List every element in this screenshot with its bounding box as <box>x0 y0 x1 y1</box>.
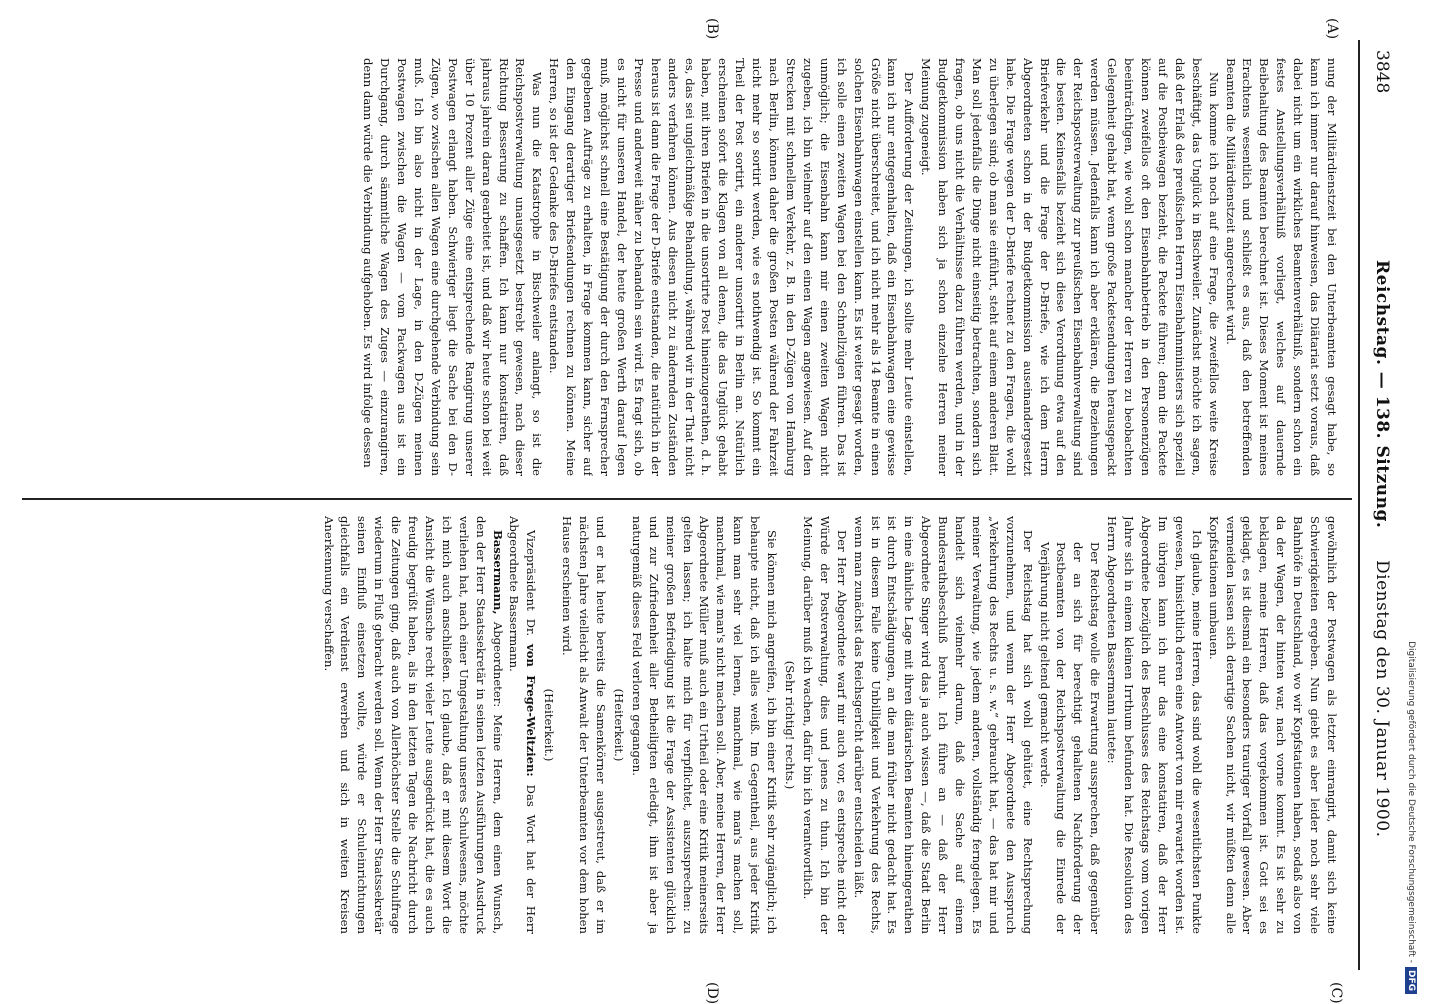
page-number: 3848 <box>1372 50 1392 94</box>
speaker-paragraph <box>506 516 540 934</box>
speaker-title: Vizepräsident Dr. <box>524 530 539 637</box>
interjection: (Sehr richtig! rechts.) <box>783 660 797 790</box>
speech-text: Abgeordneter: Meine Herren, dem einen Wunsch, den der Herr Staatssekretär in seinen letzten Ausführungen Ausdruck verliehen hat, nach einer Umgestaltung unseres Schulwesens, möchte ich mich auch anschließen. Ich glaube, daß er mit diesem Wort die Ansicht die Wünsche recht vieler Leute ausgedrückt hat, die es auch freudig begrüßt haben, als in den letzten Tagen die Nachricht durch die Zeitungen ging, daß auch von Allerhöchster Stelle die Schulfrage wiederum in Fluß gebracht werden soll. Wenn der Herr Staatssekretär seinen Einfluß einsetzen wollte, würde er Schuleinrichtungen gleichfalls ein Verdienst erwerben und sich in weiten Kreisen Anerkennung verschaffen. <box>321 516 505 934</box>
interjection: (Heiterkeit.) <box>542 688 557 762</box>
margin-mark-a: (A) <box>1324 18 1340 40</box>
paragraph: Der Reichstag hat sich wohl gehütet, eine Rechtsprechung vorzunehmen, und wenn der Herr Abgeordnete den Ausspruch „Verkehrung des Rechts u. s. w.“ gebraucht hat, — das hat mir und meiner Verwaltung, wie jedem anderen, vollständig ferngelegen. Es handelt sich vielmehr darum, daß die Sache auf einem Bundesrathsbeschluß beruht. Ich führe an — daß der Herr Abgeordnete Singer wird das ja auch wissen —, daß die Stadt Berlin in eine ähnliche Lage mit ihren diätarischen Beamten hineingerathen ist durch Entschädigungen, an die man früher nicht gedacht hat. Es ist in diesem Falle keine Unbilligkeit und Verkehrung des Rechts, wenn man zunächst das Reichsgericht darüber entscheiden läßt. <box>851 516 1035 934</box>
resolution-quote: Der Reichstag wolle die Erwartung aussprechen, daß gegenüber der an sich für berechtigt gehaltenen Nachforderung der Postbeamten von der Reichspostverwaltung die Einrede der Verjährung nicht geltend gemacht werde. <box>1037 542 1103 934</box>
paragraph: nung der Militärdienstzeit bei den Unterbeamten gesagt habe, so kann ich immer nur darauf hinweisen, das Diätariat setzt voraus, daß dabei nicht um ein wirkliches Beamtenverhältniß, sondern schon ein festes Anstellungsverhältniß vorliegt, welches auf dauernde Beibehaltung des Beamten berechnet ist. Dieses Moment ist meines Erachtens wesentlich und schließt es aus, daß den betreffenden Beamten die Militärdienstzeit angerechnet wird. <box>1223 58 1339 476</box>
header-rule <box>1359 40 1361 970</box>
paragraph: Der Herr Abgeordnete warf mir auch vor, es entspreche nicht der Würde der Postverwaltung, dies und jenes zu thun. Ich bin der Meinung, darüber muß ich wachen, dafür bin ich verantwortlich. <box>800 516 849 934</box>
paragraph: Der Aufforderung der Zeitungen, ich sollte mehr Leute einstellen, kann ich nur entgegenhalten, daß ein Eisenbahnwagen eine gewisse Größe nicht überschreitet, und ich nicht mehr als 14 Beamte in einen solchen Eisenbahnwagen einstellen kann. Es ist weiter gesagt worden, ich solle einen zweiten Wagen bei den Schnellzügen führen. Das ist unmöglich; die Eisenbahn kann mir einen zweiten Wagen nicht zugeben, ich bin vielmehr auf den einen Wagen angewiesen. Auf den Strecken mit schnellem Verkehr, z. B. in den D-Zügen von Hamburg nach Berlin, können daher die großen Posten während der Fahrzeit nicht mehr so sortirt werden, wie es nothwendig ist. So kommt ein Theil der Post sortirt, ein anderer unsortirt in Berlin an. Natürlich erscheinen sofort die Klagen von all denen, die das Unglück gehabt haben, mit ihren Briefen in die unsortirte Post hineinzugerathen, d. h. es, das sei ungleichmäßige Behandlung, während wir in der That nicht anders verfahren können. Aus diesen nicht zu ändernden Zuständen heraus ist dann die Frage der D-Briefe entstanden, die natürlich in der Presse und anderweit näher zu behandeln sein wird. Es fragt sich, ob es nicht für unseren Handel, der heute großen Werth darauf legen muß, möglichst schnell eine Bestätigung der durch den Fernsprecher gegebenen Aufträge zu erhalten, in Frage kommen kann, sicher auf den Eingang derartiger Briefsendungen rechnen zu können. Meine Herren, so ist der Gedanke des D-Briefes entstanden. <box>547 58 917 476</box>
right-column <box>20 516 1340 934</box>
paragraph: Ich glaube, meine Herren, das sind wohl die wesentlichsten Punkte gewesen, hinsichtlich deren eine Antwort von mir erwartet worden ist. Im übrigen kann ich nur das eine konstatiren, daß der Herr Abgeordnete bezüglich des Beschlusses des Reichstags vom vorigen Jahre sich in einem kleinen Irrthum befunden hat. Die Resolution des Herrn Abgeordneten Bassermann lautete: <box>1105 516 1204 934</box>
paragraph: Sie können mich angreifen, ich bin einer Kritik sehr zugänglich; ich behaupte nicht, daß ich alles weiß. Im Gegentheil, aus jeder Kritik kann man sehr viel lernen, manchmal, wie man's machen soll, manchmal, wie man's nicht machen soll. Aber, meine Herren, der Herr Abgeordnete Müller muß auch ein Urtheil oder eine Kritik meinerseits gelten lassen; ich halte mich für verpflichtet, auszusprechen: zu meiner großen Befriedigung ist die Frage der Assistenten glücklich und zur Zufriedenheit aller Betheiligten erledigt, ihm ist aber ja naturgemäß dieses Feld verloren gegangen. <box>629 516 780 934</box>
credit-text: Digitalisierung gefördert durch die Deutsche Forschungsgemeinschaft - <box>1406 641 1416 963</box>
speaker-name: Bassermann, <box>490 530 505 615</box>
interjection: (Heiterkeit.) <box>611 688 626 762</box>
margin-mark-d: (D) <box>704 982 720 1004</box>
paragraph: Was nun die Katastrophe in Bischweiler anlangt, so ist die Reichspostverwaltung unausgesetzt bestrebt gewesen, nach dieser Richtung Besserung zu schaffen. Ich kann nur konstatiren, daß jahraus jahrein daran gearbeitet ist, und daß wir heute schon bei weit über 10 Prozent aller Züge eine entsprechende Rangirung unserer Postwagen erlangt haben. Schwieriger liegt die Sache bei den D-Zügen, wo zwischen allen Wagen eine durchgehende Verbindung sein muß. Ich bin also nicht in der Lage, in den D-Zügen meinen Postwagen zwischen die Wagen — vom Packwagen aus ist ein Durchgang, durch sämmtliche Wagen des Zuges — einzurangiren, denn dann würde die Verbindung aufgehoben. Es wird infolge dessen <box>361 58 545 476</box>
margin-mark-c: (C) <box>1328 982 1344 1004</box>
column-divider <box>22 498 1352 500</box>
page-title: Reichstag. — 138. Sitzung. <box>1372 260 1392 529</box>
speaker-paragraph <box>320 516 506 934</box>
session-date: Dienstag den 30. Januar 1900. <box>1372 560 1392 838</box>
paragraph: und er hat heute bereits die Samenkörner ausgestreut, daß er im nächsten Jahre vielleicht als Anwalt der Unterbeamten vor dem hohen Hause erscheinen wird. <box>560 516 609 934</box>
left-column <box>20 58 1340 476</box>
digitization-credit <box>1400 6 1422 994</box>
margin-mark-b: (B) <box>704 18 720 40</box>
paragraph: gewöhnlich der Postwagen als letzter einrangirt, damit sich keine Schwierigkeiten ergeben. Nun giebt es aber leider noch sehr viele Bahnhöfe in Deutschland, wo wir Kopfstationen haben, sodaß also von da der Wagen, der hinten war, nach vorne kommt. Es ist sehr zu beklagen, meine Herren, daß das vorgekommen ist. Gott sei es geklagt, es ist diesmal ein besonders trauriger Vorfall gewesen. Aber vermeiden lassen sich derartige Sachen nicht, wir müßten denn alle Kopfstationen umbauen. <box>1206 516 1339 934</box>
paragraph: Nun komme ich noch auf eine Frage, die zweifellos weite Kreise beschäftigt, das Unglück in Bischweiler. Zunächst möchte ich sagen, daß der Erlaß des preußischen Herrn Eisenbahnministers sich speziell auf die Postbeiwagen bezieht, die Packete führen; denn die Packete können zweifellos oft den Eisenbahnbetrieb in den Personenzügen beeinträchtigen, wie wohl schon mancher der Herren zu beobachten Gelegenheit gehabt hat, wenn große Packetsendungen herausgepackt werden müssen. Jedenfalls kann ich aber erklären, die Beziehungen der Reichspostverwaltung zur preußischen Eisenbahnverwaltung sind die besten. Keinesfalls bezieht sich diese Verordnung etwa auf den Briefverkehr und die Frage der D-Briefe, wie ich dem Herrn Abgeordneten schon in der Budgetkommission auseinandergesetzt habe. Die Frage wegen der D-Briefe rechnet zu den Fragen, die wohl zu überlegen sind; ob man sie einführt, steht auf einem anderen Blatt. Man soll jedenfalls die Dinge nicht einseitig betrachten, sondern sich fragen, ob uns nicht die Verhältnisse dazu führen werden, und in der Budgetkommission haben sich ja schon einzelne Herren meiner Meinung zugeneigt. <box>919 58 1221 476</box>
speaker-name: von Frege-Weltzien: <box>524 644 539 777</box>
speech-text: Das Wort hat der Herr Abgeordnete Bassermann. <box>507 516 539 934</box>
dfg-logo: DFG <box>1405 967 1417 994</box>
